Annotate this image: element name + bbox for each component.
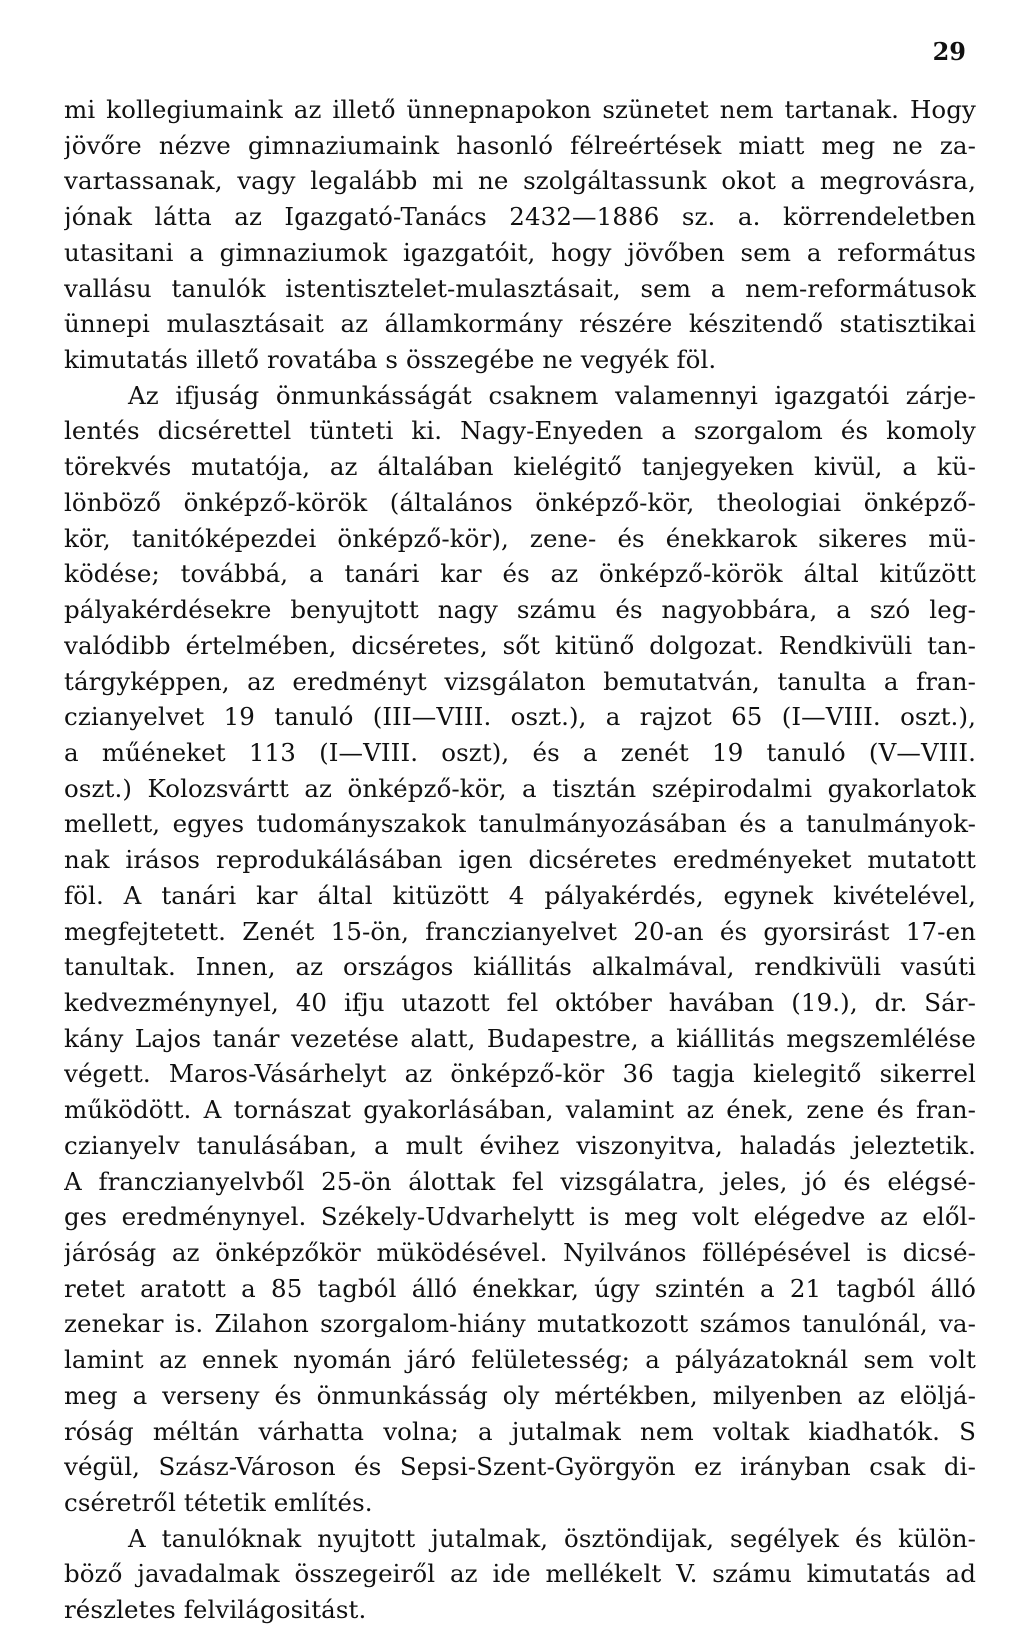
- body-text: [64, 92, 976, 1628]
- text-line: lentés dicsérettel tünteti ki. Nagy-Enyeden a szorgalom és komoly: [64, 416, 976, 446]
- text-line: róság méltán várhatta volna; a jutalmak nem voltak kiadhatók. S: [64, 1416, 976, 1446]
- text-line: lönböző önképző-körök (általános önképző-kör, theologiai önképző-: [64, 487, 976, 517]
- text-line: ges eredménynyel. Székely-Udvarhelytt is meg volt elégedve az elől-: [64, 1202, 976, 1232]
- text-line: kedvezménynyel, 40 ifju utazott fel október havában (19.), dr. Sár-: [64, 987, 976, 1017]
- text-line: törekvés mutatója, az általában kielégitő tanjegyeken kivül, a kü-: [64, 452, 976, 482]
- text-line: zenekar is. Zilahon szorgalom-hiány mutatkozott számos tanulónál, va-: [64, 1309, 976, 1339]
- text-line: végül, Szász-Városon és Sepsi-Szent-Györgyön ez irányban csak di-: [64, 1452, 976, 1482]
- text-line: oszt.) Kolozsvártt az önképző-kör, a tisztán szépirodalmi gyakorlatok: [64, 773, 976, 803]
- text-line: mi kollegiumaink az illető ünnepnapokon szünetet nem tartanak. Hogy: [64, 95, 976, 124]
- text-line: utasitani a gimnaziumok igazgatóit, hogy jövőben sem a református: [64, 237, 976, 267]
- text-line: föl. A tanári kar által kitüzött 4 pályakérdés, egynek kivételével,: [64, 880, 976, 910]
- text-line: kimutatás illető rovatába s összegébe ne vegyék föl.: [64, 345, 717, 375]
- text-line: lamint az ennek nyomán járó felületesség; a pályázatoknál sem volt: [64, 1345, 976, 1375]
- text-line: járóság az önképzőkör müködésével. Nyilvános föllépésével is dicsé-: [64, 1238, 976, 1267]
- text-line: végett. Maros-Vásárhelyt az önképző-kör 36 tagja kielegitő sikerrel: [64, 1059, 976, 1089]
- text-line: nak irásos reprodukálásában igen dicséretes eredményeket mutatott: [64, 845, 976, 875]
- text-line: cséretről tétetik említés.: [64, 1488, 373, 1518]
- text-line: a műéneket 113 (I—VIII. oszt), és a zenét 19 tanuló (V—VIII.: [64, 737, 976, 767]
- text-line: jövőre nézve gimnaziumaink hasonló félreértések miatt meg ne za-: [64, 130, 976, 160]
- text-line: Az ifjuság önmunkásságát csaknem valamennyi igazgatói zárje-: [128, 380, 976, 410]
- text-line: valódibb értelmében, dicséretes, sőt kitünő dolgozat. Rendkivüli tan-: [64, 630, 976, 660]
- text-line: A franczianyelvből 25-ön álottak fel vizsgálatra, jeles, jó és elégsé-: [64, 1166, 976, 1196]
- text-line: kány Lajos tanár vezetése alatt, Budapestre, a kiállitás megszemlélése: [64, 1023, 976, 1053]
- text-line: vartassanak, vagy legalább mi ne szolgáltassunk okot a megrovásra,: [64, 166, 976, 196]
- text-line: részletes felvilágositást.: [64, 1595, 367, 1625]
- text-line: pályakérdésekre benyujtott nagy számu és nagyobbára, a szó leg-: [64, 595, 976, 625]
- text-line: tárgyképpen, az eredményt vizsgálaton bemutatván, tanulta a fran-: [64, 666, 976, 696]
- page-number: 29: [932, 37, 966, 66]
- text-line: megfejtetett. Zenét 15-ön, franczianyelvet 20-an és gyorsirást 17-en: [64, 916, 976, 946]
- text-line: A tanulóknak nyujtott jutalmak, ösztöndijak, segélyek és külön-: [128, 1523, 976, 1553]
- text-line: mellett, egyes tudományszakok tanulmányozásában és a tanulmányok-: [64, 809, 976, 839]
- text-line: ködése; továbbá, a tanári kar és az önképző-körök által kitűzött: [64, 559, 976, 589]
- text-line: tanultak. Innen, az országos kiállitás alkalmával, rendkivüli vasúti: [64, 952, 976, 982]
- text-line: czianyelvet 19 tanuló (III—VIII. oszt.), a rajzot 65 (I—VIII. oszt.),: [64, 702, 976, 732]
- text-line: vallásu tanulók istentisztelet-mulasztásait, sem a nem-reformátusok: [64, 273, 976, 303]
- text-line: működött. A tornászat gyakorlásában, valamint az ének, zene és fran-: [64, 1095, 976, 1125]
- text-line: böző javadalmak összegeiről az ide mellékelt V. számu kimutatás ad: [64, 1559, 976, 1589]
- text-line: ünnepi mulasztásait az államkormány részére készitendő statisztikai: [64, 309, 976, 339]
- text-line: kör, tanitóképezdei önképző-kör), zene- és énekkarok sikeres mü-: [64, 523, 976, 553]
- text-line: czianyelv tanulásában, a mult évihez viszonyitva, haladás jeleztetik.: [64, 1130, 976, 1160]
- text-line: retet aratott a 85 tagból álló énekkar, úgy szintén a 21 tagból álló: [64, 1273, 976, 1303]
- text-line: jónak látta az Igazgató-Tanács 2432—1886 sz. a. körrendeletben: [64, 202, 976, 232]
- text-line: meg a verseny és önmunkásság oly mértékben, milyenben az elölj‌á-: [64, 1380, 976, 1410]
